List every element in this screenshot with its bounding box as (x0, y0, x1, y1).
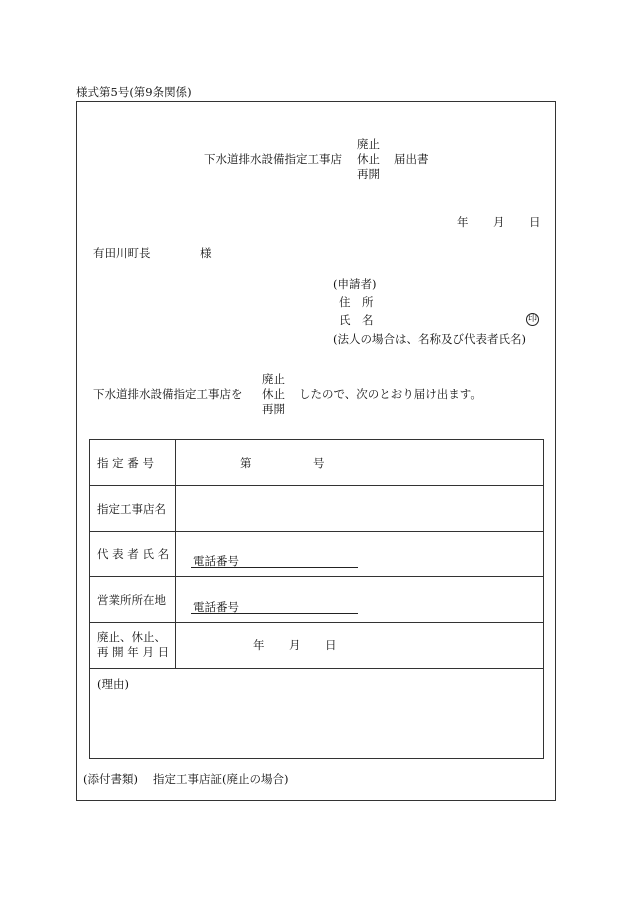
title-option-resume: 再開 (357, 167, 380, 181)
table-row-divider (90, 531, 543, 532)
designation-number-label: 指 定 番 号 (97, 456, 154, 470)
applicant-name-label: 氏 名 (339, 313, 374, 327)
change-date-year: 年 (253, 638, 265, 652)
applicant-label: (申請者) (333, 277, 377, 291)
applicant-note: (法人の場合は、名称及び代表者氏名) (333, 332, 526, 346)
statement-prefix: 下水道排水設備指定工事店を (93, 387, 243, 401)
table-row-divider (90, 668, 543, 669)
title-option-abolish: 廃止 (357, 137, 380, 151)
applicant-address-label: 住 所 (339, 295, 374, 309)
title-main: 下水道排水設備指定工事店 (204, 152, 342, 166)
table-row-divider (90, 485, 543, 486)
office-phone-label: 電話番号 (193, 600, 239, 614)
representative-label: 代 表 者 氏 名 (97, 547, 170, 561)
statement-option-suspend: 休止 (262, 387, 285, 401)
attachment-text: 指定工事店証(廃止の場合) (153, 772, 289, 786)
change-date-label-line2: 再 開 年 月 日 (97, 645, 170, 659)
addressee-honorific: 様 (200, 246, 212, 260)
office-address-label: 営業所所在地 (97, 593, 166, 607)
designation-number-go: 号 (313, 456, 325, 470)
date-day-label: 日 (529, 215, 541, 229)
reason-label: (理由) (97, 677, 129, 691)
statement-option-abolish: 廃止 (262, 372, 285, 386)
seal-icon: 印 (527, 314, 537, 324)
title-option-suspend: 休止 (357, 152, 380, 166)
attachment-label: (添付書類) (83, 772, 138, 786)
details-table (89, 439, 544, 759)
statement-suffix: したので、次のとおり届け出ます。 (299, 387, 482, 401)
change-date-day: 日 (325, 638, 337, 652)
form-number: 様式第5号(第9条関係) (76, 85, 192, 99)
representative-phone-underline (191, 567, 358, 568)
date-month-label: 月 (493, 215, 505, 229)
table-row-divider (90, 576, 543, 577)
change-date-month: 月 (289, 638, 301, 652)
table-row-divider (90, 622, 543, 623)
addressee-name: 有田川町長 (93, 246, 151, 260)
date-year-label: 年 (457, 215, 469, 229)
designation-number-dai: 第 (240, 456, 252, 470)
representative-phone-label: 電話番号 (193, 554, 239, 568)
change-date-label-line1: 廃止、休止、 (97, 630, 166, 644)
table-column-divider (175, 440, 176, 668)
office-phone-underline (191, 613, 358, 614)
shop-name-label: 指定工事店名 (97, 502, 166, 516)
statement-option-resume: 再開 (262, 402, 285, 416)
title-suffix: 届出書 (394, 152, 429, 166)
